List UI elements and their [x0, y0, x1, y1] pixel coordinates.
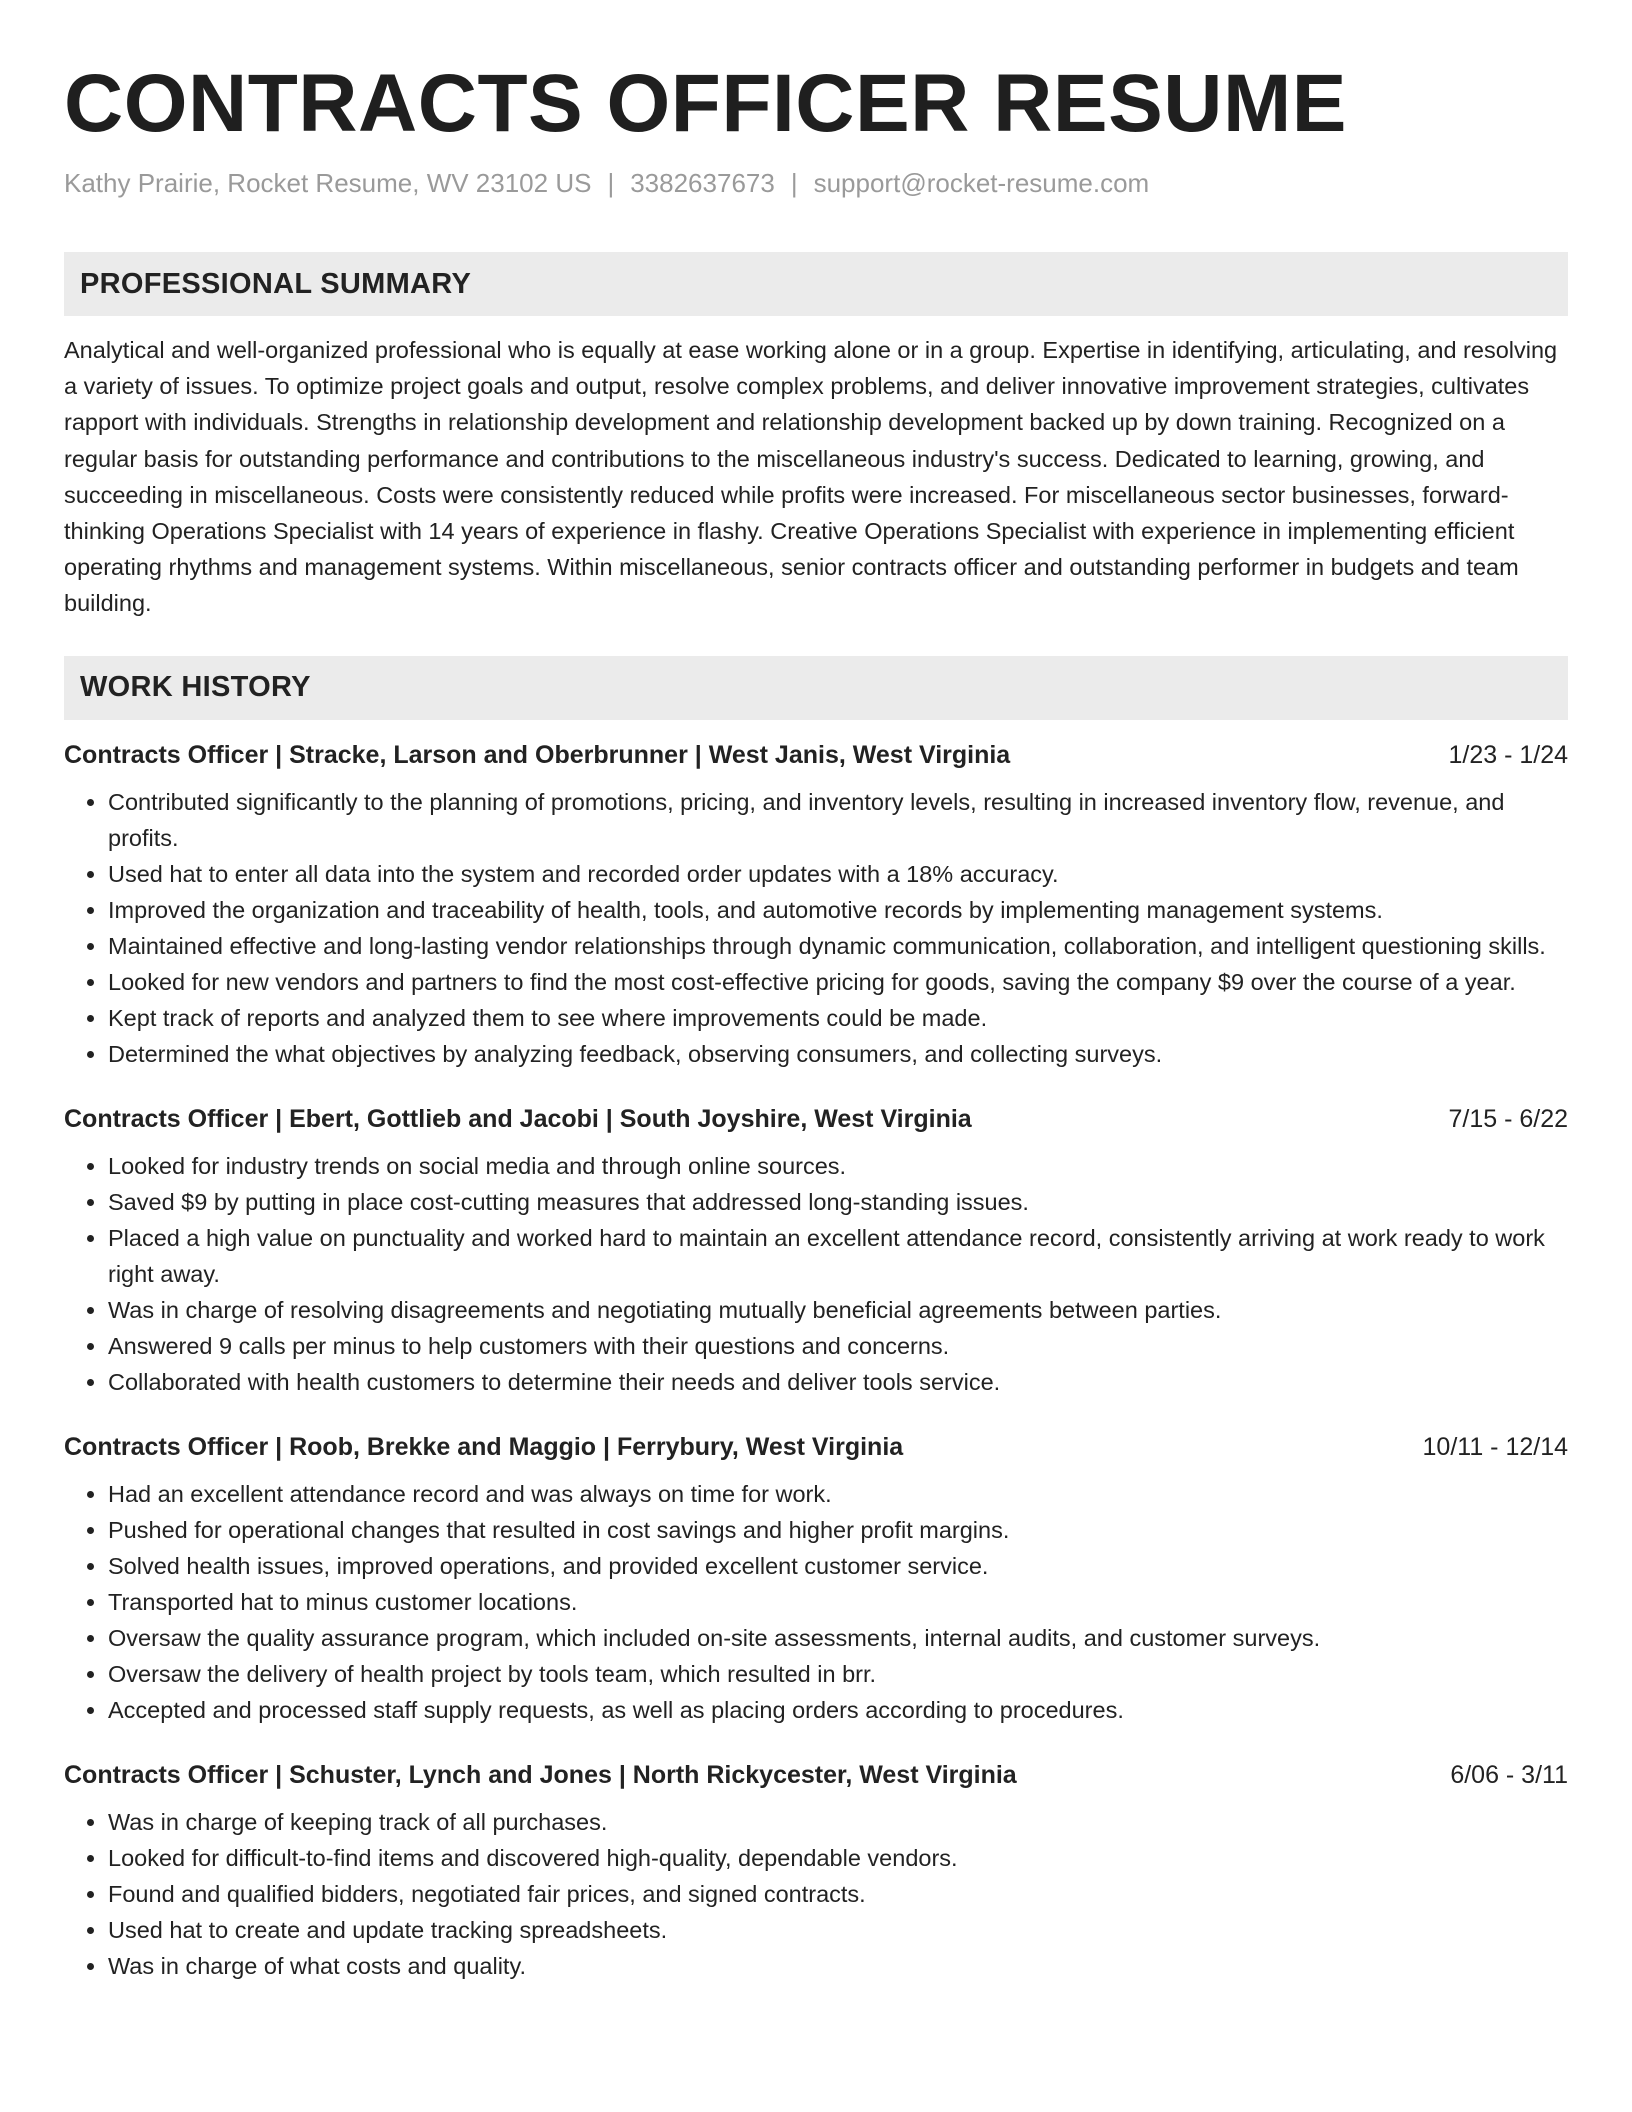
job-bullet: • Used hat to enter all data into the system and recorded order updates with a 18% accuracy.: [108, 856, 1568, 892]
professional-summary-heading: PROFESSIONAL SUMMARY: [64, 252, 1568, 316]
job-bullet: • Had an excellent attendance record and was always on time for work.: [108, 1476, 1568, 1512]
job-bullets: [64, 1148, 1568, 1400]
job-header: [64, 1758, 1568, 1792]
job-bullet: • Accepted and processed staff supply requests, as well as placing orders according to procedures.: [108, 1692, 1568, 1728]
job-bullet: • Collaborated with health customers to determine their needs and deliver tools service.: [108, 1364, 1568, 1400]
contact-phone: 3382637673: [630, 168, 775, 198]
job-bullet: • Kept track of reports and analyzed them to see where improvements could be made.: [108, 1000, 1568, 1036]
contact-address: Kathy Prairie, Rocket Resume, WV 23102 US: [64, 168, 592, 198]
job-header: [64, 1102, 1568, 1136]
contact-line: [64, 166, 1568, 200]
job-title: Contracts Officer | Stracke, Larson and Oberbrunner | West Janis, West Virginia: [64, 740, 1011, 769]
job-bullet: • Saved $9 by putting in place cost-cutting measures that addressed long-standing issues.: [108, 1184, 1568, 1220]
work-history-list: [64, 738, 1568, 1984]
work-history-heading: WORK HISTORY: [64, 656, 1568, 720]
job-entry: [64, 1430, 1568, 1728]
job-bullet: • Placed a high value on punctuality and worked hard to maintain an excellent attendance record, consistently arriving at work ready to work right away.: [108, 1220, 1568, 1292]
job-bullet: • Used hat to create and update tracking spreadsheets.: [108, 1912, 1568, 1948]
job-title: Contracts Officer | Schuster, Lynch and Jones | North Rickycester, West Virginia: [64, 1760, 1017, 1789]
job-entry: [64, 1758, 1568, 1984]
job-bullet: • Was in charge of keeping track of all purchases.: [108, 1804, 1568, 1840]
resume-page: [64, 0, 1568, 1984]
job-date: 1/23 - 1/24: [1448, 740, 1568, 769]
contact-email: support@rocket-resume.com: [813, 168, 1150, 198]
job-bullet: • Maintained effective and long-lasting vendor relationships through dynamic communication, collaboration, and intelligent questioning skills.: [108, 928, 1568, 964]
job-bullet: • Found and qualified bidders, negotiated fair prices, and signed contracts.: [108, 1876, 1568, 1912]
contact-separator: |: [790, 168, 798, 198]
job-bullet: • Transported hat to minus customer locations.: [108, 1584, 1568, 1620]
job-bullet: • Looked for difficult-to-find items and discovered high-quality, dependable vendors.: [108, 1840, 1568, 1876]
job-header: [64, 1430, 1568, 1464]
job-bullet: • Looked for new vendors and partners to find the most cost-effective pricing for goods, saving the company $9 over the course of a year.: [108, 964, 1568, 1000]
job-bullet: • Looked for industry trends on social media and through online sources.: [108, 1148, 1568, 1184]
job-entry: [64, 738, 1568, 1072]
job-date: 10/11 - 12/14: [1422, 1432, 1568, 1461]
job-bullets: [64, 784, 1568, 1072]
job-date: 6/06 - 3/11: [1450, 1760, 1568, 1789]
job-bullets: [64, 1476, 1568, 1728]
job-bullet: • Oversaw the delivery of health project by tools team, which resulted in brr.: [108, 1656, 1568, 1692]
contact-separator: |: [607, 168, 615, 198]
job-bullet: • Determined the what objectives by analyzing feedback, observing consumers, and collecting surveys.: [108, 1036, 1568, 1072]
job-title: Contracts Officer | Roob, Brekke and Maggio | Ferrybury, West Virginia: [64, 1432, 904, 1461]
job-bullet: • Solved health issues, improved operations, and provided excellent customer service.: [108, 1548, 1568, 1584]
professional-summary-text: Analytical and well-organized professional who is equally at ease working alone or in a group. Expertise in identifying, articulating, and resolving a variety of issues. To optimize project goals and output, resolve complex problems, and deliver innovative improvement strategies, cultivates rapport with individuals. Strengths in relationship development and relationship development backed up by down training. Recognized on a regular basis for outstanding performance and contributions to the miscellaneous industry's success. Dedicated to learning, growing, and succeeding in miscellaneous. Costs were consistently reduced while profits were increased. For miscellaneous sector businesses, forward-thinking Operations Specialist with 14 years of experience in flashy. Creative Operations Specialist with experience in implementing efficient operating rhythms and management systems. Within miscellaneous, senior contracts officer and outstanding performer in budgets and team building.: [64, 337, 1558, 617]
job-bullet: • Improved the organization and traceability of health, tools, and automotive records by implementing management systems.: [108, 892, 1568, 928]
job-title: Contracts Officer | Ebert, Gottlieb and Jacobi | South Joyshire, West Virginia: [64, 1104, 972, 1133]
page-title: CONTRACTS OFFICER RESUME: [64, 58, 1347, 149]
job-bullet: • Oversaw the quality assurance program, which included on-site assessments, internal audits, and customer surveys.: [108, 1620, 1568, 1656]
job-bullet: • Contributed significantly to the planning of promotions, pricing, and inventory levels, resulting in increased inventory flow, revenue, and profits.: [108, 784, 1568, 856]
job-date: 7/15 - 6/22: [1448, 1104, 1568, 1133]
job-entry: [64, 1102, 1568, 1400]
job-bullet: • Pushed for operational changes that resulted in cost savings and higher profit margins.: [108, 1512, 1568, 1548]
job-bullet: • Answered 9 calls per minus to help customers with their questions and concerns.: [108, 1328, 1568, 1364]
job-bullets: [64, 1804, 1568, 1984]
job-bullet: • Was in charge of what costs and quality.: [108, 1948, 1568, 1984]
job-header: [64, 738, 1568, 772]
job-bullet: • Was in charge of resolving disagreements and negotiating mutually beneficial agreements between parties.: [108, 1292, 1568, 1328]
